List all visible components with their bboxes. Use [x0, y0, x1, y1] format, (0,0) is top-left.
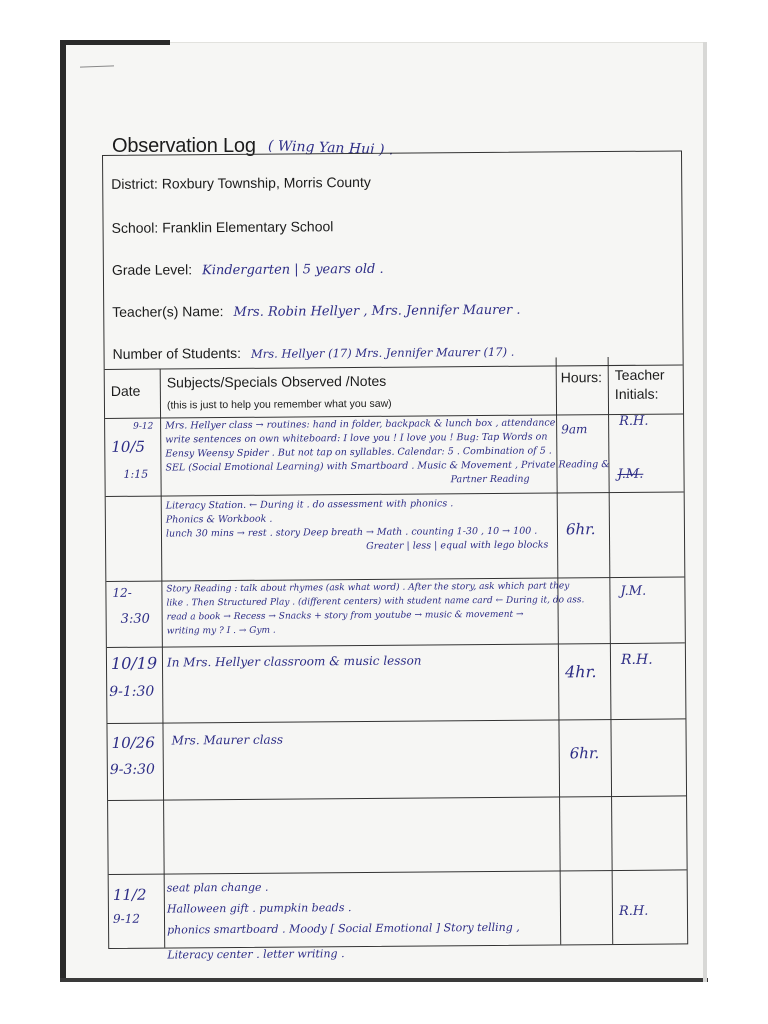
note-line: Literacy center . letter writing .: [167, 947, 345, 962]
table-row: [167, 875, 520, 966]
note-line: In Mrs. Hellyer classroom & music lesson: [166, 653, 422, 670]
note-line: Phonics & Workbook .: [165, 513, 273, 526]
row-initials-crossed: J.M.: [617, 466, 644, 482]
school-label: School: Franklin Elementary School: [111, 218, 334, 236]
row-hours: 4hr.: [564, 662, 597, 682]
scan-edge-bottom: [60, 978, 708, 982]
note-line: writing my ? I . → Gym .: [166, 625, 276, 637]
row-time: 1:15: [123, 467, 149, 481]
row-time: 3:30: [120, 611, 150, 627]
row-date-start: 9-12: [133, 421, 154, 432]
row-initials: R.H.: [619, 413, 649, 429]
table-row: [165, 416, 610, 489]
table-row: [172, 733, 284, 748]
row-divider: [109, 869, 687, 875]
subjects-header-note: (this is just to help you remember what you saw): [166, 397, 392, 412]
table-row: [166, 497, 549, 556]
initials-header-line1: Teacher: [614, 366, 665, 383]
row-initials: R.H.: [620, 651, 653, 668]
table-row: [167, 654, 422, 670]
grade-row: [112, 260, 384, 279]
scan-edge-right: [703, 42, 707, 982]
note-line: write sentences on own whiteboard: I love you ! I love you ! Bug: Tap Words on: [165, 431, 548, 446]
observation-form: [102, 150, 688, 962]
row-date: 10/19: [110, 653, 158, 673]
note-line: Story Reading : talk about rhymes (ask what word) . After the story, ask which part they: [166, 581, 570, 595]
subjects-header: Subjects/Specials Observed /Notes: [166, 372, 387, 391]
note-line: phonics smartboard . Moody [ Social Emotional ] Story telling ,: [167, 920, 520, 937]
row-date: 10/5: [111, 437, 146, 456]
teacher-value: Mrs. Robin Hellyer , Mrs. Jennifer Maurer .: [233, 302, 521, 320]
initials-header-line2: Initials:: [614, 385, 659, 402]
row-divider: [107, 642, 685, 648]
note-line: Eensy Weensy Spider . But not tap on syllables. Calendar: 5 . Combination of 5 .: [165, 445, 552, 460]
note-line: Greater | less | equal with lego blocks: [366, 539, 549, 552]
row-divider: [107, 718, 685, 724]
note-line: like . Then Structured Play . (different centers) with student name card ← During it, do ass.: [166, 595, 585, 609]
row-time: 9-3:30: [109, 761, 155, 778]
students-row: [112, 343, 514, 362]
row-date: 12-: [112, 585, 132, 600]
row-date: 11/2: [112, 885, 147, 904]
students-label: Number of Students:: [112, 344, 242, 362]
note-line: SEL (Social Emotional Learning) with Smartboard . Music & Movement , Private Reading &: [165, 459, 610, 474]
hours-header: Hours:: [560, 369, 603, 386]
observer-name: ( Wing Yan Hui ) .: [267, 138, 394, 159]
district-row: [111, 174, 371, 192]
row-hours: 9am: [561, 422, 588, 437]
scan-edge-left: [60, 42, 66, 982]
date-header: Date: [110, 382, 141, 399]
note-line: Literacy Station. ← During it . do assessment with phonics .: [165, 498, 454, 512]
row-time: 9-12: [112, 911, 141, 926]
teacher-row: [112, 301, 520, 321]
students-value: Mrs. Hellyer (17) Mrs. Jennifer Maurer (17) .: [250, 344, 515, 361]
note-line: seat plan change .: [166, 880, 269, 895]
row-hours: 6hr.: [569, 744, 600, 763]
scan-edge-top: [60, 40, 170, 45]
row-date: 10/26: [111, 733, 155, 752]
row-initials: R.H.: [618, 903, 649, 919]
table-row: [166, 579, 584, 638]
grade-value: Kindergarten | 5 years old .: [202, 261, 384, 279]
teacher-label: Teacher(s) Name:: [112, 303, 224, 320]
row-divider: [108, 795, 686, 801]
row-divider: [106, 491, 684, 497]
row-time: 9-1:30: [109, 683, 155, 700]
note-line: lunch 30 mins → rest . story Deep breath → Math . counting 1-30 , 10 → 100 .: [165, 525, 538, 540]
district-label: District: Roxbury Township, Morris County: [111, 173, 371, 192]
row-initials: J.M.: [620, 583, 647, 599]
school-row: [112, 218, 334, 236]
note-line: Partner Reading: [450, 473, 530, 486]
note-line: Mrs. Hellyer class → routines: hand in folder, backpack & lunch box , attendance: [165, 417, 556, 432]
note-line: read a book → Recess → Snacks + story from youtube → music & movement →: [166, 609, 524, 623]
row-hours: 6hr.: [565, 520, 596, 539]
page-title: Observation Log: [112, 135, 256, 157]
grade-label: Grade Level:: [111, 261, 193, 278]
note-line: Halloween gift . pumpkin beads .: [166, 901, 352, 916]
note-line: Mrs. Maurer class: [171, 732, 284, 748]
